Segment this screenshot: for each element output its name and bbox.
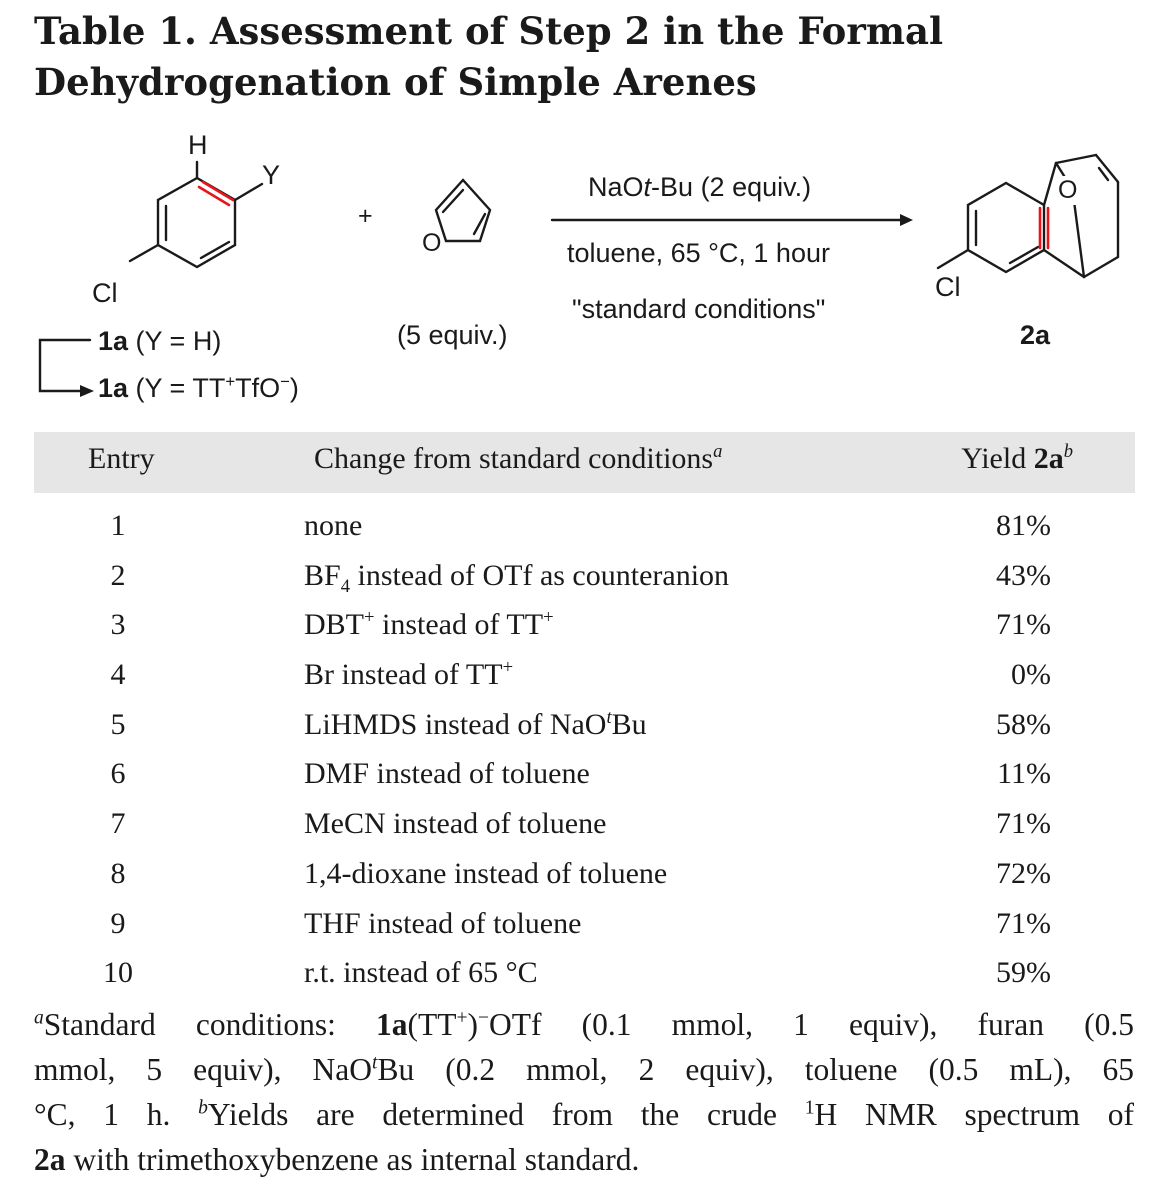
cell-entry: 10 — [103, 956, 133, 990]
cell-yield: 43% — [996, 558, 1051, 592]
sm-cl-label: Cl — [92, 278, 118, 308]
table-footnote — [34, 1002, 1134, 1182]
furan-equiv: (5 equiv.) — [397, 320, 508, 350]
cell-change: $BF_4$ instead of OTf as counteranion — [304, 558, 730, 597]
table-title-line-2: Dehydrogenation of Simple Arenes — [34, 60, 757, 104]
plus-sign: + — [358, 202, 373, 230]
reaction-scheme — [0, 130, 1170, 420]
cell-entry: 1 — [110, 509, 126, 542]
cell-change: THF instead of toluene — [304, 906, 582, 940]
cell-yield: 71% — [996, 608, 1051, 642]
cell-yield: 0% — [1011, 658, 1051, 692]
cell-entry: 5 — [110, 707, 126, 741]
cell-change: r.t. instead of 65 °C — [304, 956, 538, 990]
cell-entry: 4 — [110, 658, 126, 692]
table-title-line-1: Table 1. Assessment of Step 2 in the Formal — [34, 9, 944, 53]
reagent-label: NaOt-Bu (2 equiv.) — [588, 172, 812, 202]
table-row — [34, 700, 1135, 750]
product-o-label: O — [1058, 176, 1078, 204]
footnote-line: mmol, 5 equiv), NaO$^t$Bu (0.2 mmol, 2 equiv), toluene (0.5 mL), 65 — [34, 1052, 1134, 1087]
header-entry: Entry — [88, 442, 155, 475]
cell-change: LiHMDS instead of NaO$^t$Bu — [304, 706, 647, 741]
cell-change: 1,4-dioxane instead of toluene — [304, 856, 668, 890]
footnote-line: $^a$Standard conditions: 1a(TT+)−OTf (0.1 mmol, 1 equiv), furan (0.5 — [34, 1007, 1134, 1042]
sm-h-label: H — [188, 130, 208, 160]
cell-entry: 8 — [110, 856, 126, 890]
sm-y-label: Y — [262, 160, 281, 190]
table-header — [34, 432, 1135, 493]
cell-yield: 58% — [996, 707, 1051, 741]
cell-entry: 9 — [110, 906, 126, 940]
cell-entry: 2 — [110, 558, 126, 592]
cell-entry: 3 — [110, 608, 126, 642]
table-row — [34, 948, 1135, 998]
table-title — [34, 6, 1134, 108]
footnote-line: 2a with trimethoxybenzene as internal standard. — [34, 1142, 640, 1177]
cell-yield: 71% — [996, 906, 1051, 940]
cell-change: Br instead of TT+ — [304, 657, 514, 692]
product-compound-label: 2a — [1020, 320, 1051, 350]
cell-change: none — [304, 509, 363, 542]
table-row — [34, 899, 1135, 949]
table-body — [34, 493, 1135, 998]
cell-change: MeCN instead of toluene — [304, 807, 607, 841]
cell-yield: 59% — [996, 956, 1051, 990]
furan-o-label: O — [422, 229, 442, 257]
cell-entry: 6 — [110, 757, 126, 791]
cell-change: DMF instead of toluene — [304, 757, 590, 791]
table-row — [34, 600, 1135, 650]
cell-yield: 72% — [996, 856, 1051, 890]
cell-yield: 81% — [996, 509, 1051, 542]
cell-entry: 7 — [110, 807, 126, 841]
header-change: Change from standard conditions$^a$ — [314, 441, 723, 475]
footnote-line: °C, 1 h. $^b$Yields are determined from the crude $^1$H NMR spectrum of — [34, 1097, 1134, 1132]
product-cl-label: Cl — [935, 272, 961, 302]
standard-conditions-label: "standard conditions" — [572, 294, 826, 324]
table-row — [34, 849, 1135, 899]
sm-benzene-ring — [158, 178, 235, 267]
header-yield: Yield $2a^b$ — [961, 441, 1073, 475]
sm-label-y-tt: 1a (Y = TT+TfO−) — [98, 372, 299, 403]
cell-yield: 71% — [996, 807, 1051, 841]
cell-yield: 11% — [997, 757, 1051, 791]
results-table — [34, 432, 1135, 998]
product-aromatic-ring — [968, 183, 1044, 272]
table-row — [34, 650, 1135, 700]
conditions-label: toluene, 65 °C, 1 hour — [567, 238, 830, 268]
table-row — [34, 551, 1135, 601]
table-row — [34, 799, 1135, 849]
table-row — [34, 501, 1135, 551]
table-row — [34, 749, 1135, 799]
cell-change: DBT+ instead of TT+ — [304, 607, 554, 642]
sm-label-y-h: 1a (Y = H) — [98, 326, 222, 356]
